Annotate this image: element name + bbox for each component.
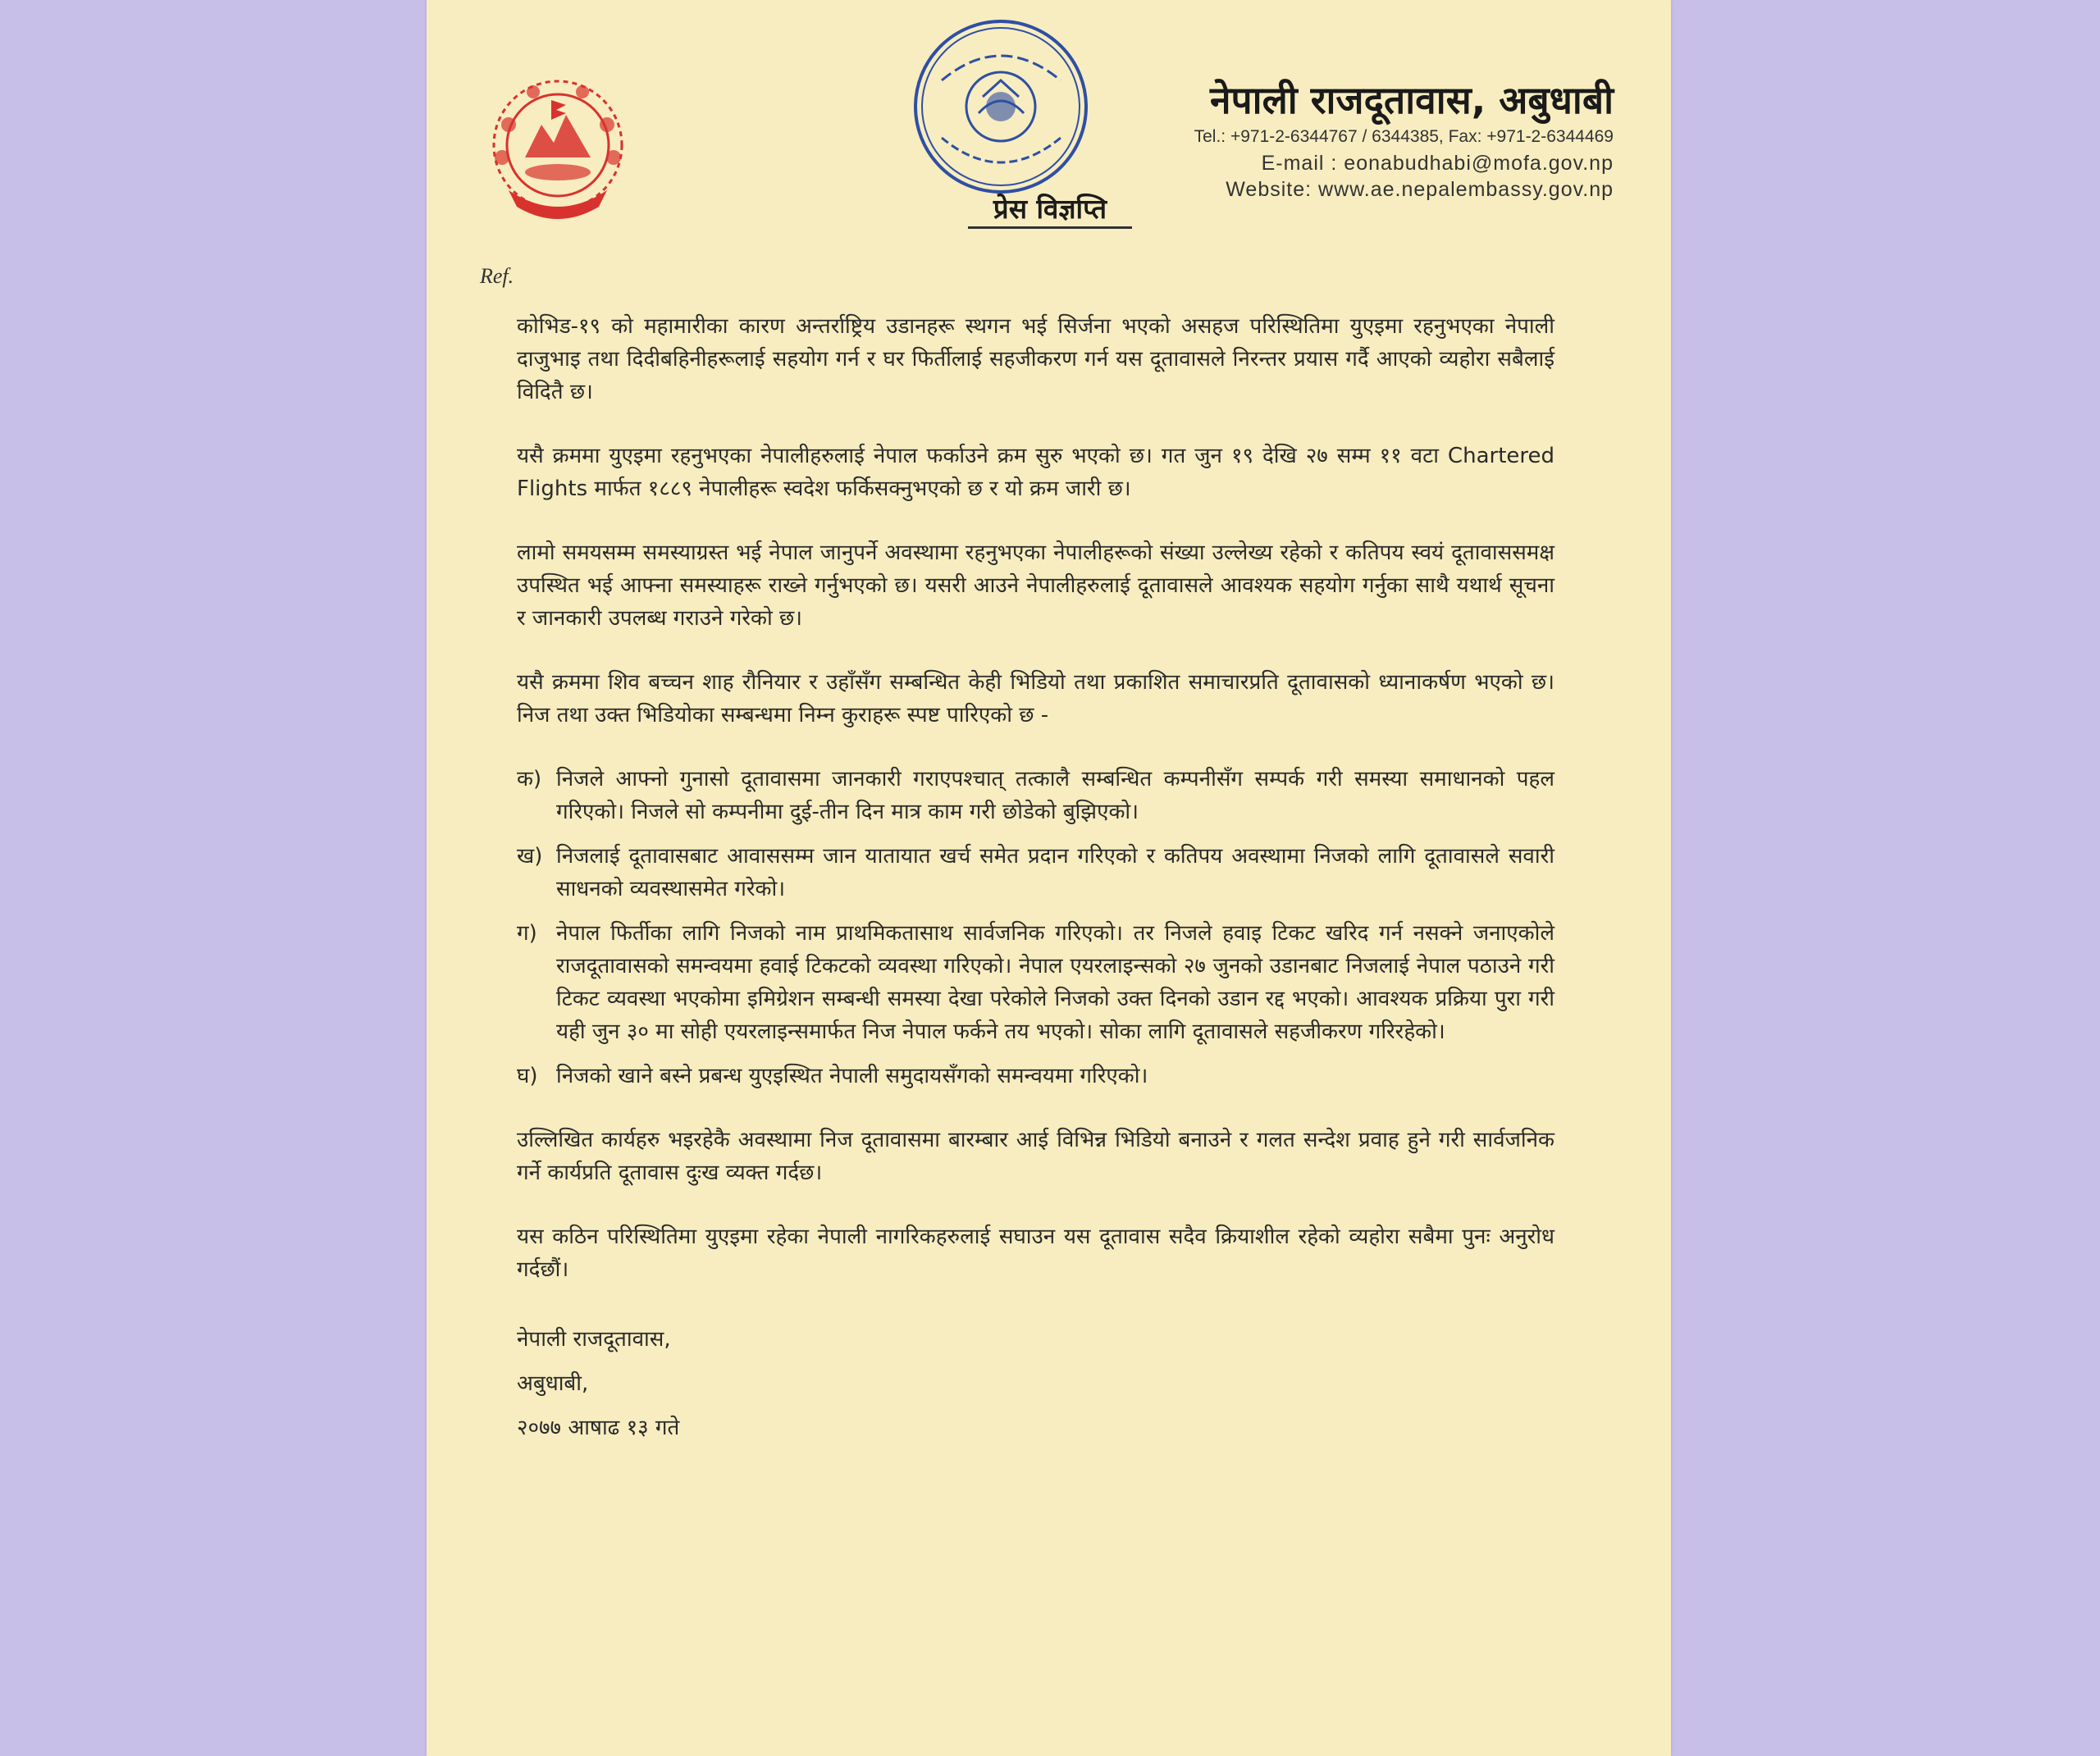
telephone-fax-line: Tel.: +971-2-6344767 / 6344385, Fax: +971-2-6344469 [1194, 127, 1614, 146]
signature-embassy: नेपाली राजदूतावास, [517, 1327, 671, 1352]
paragraph: लामो समयसम्म समस्याग्रस्त भई नेपाल जानुपर्ने अवस्थामा रहनुभएका नेपालीहरूको संख्या उल्लेख्य रहेको र कतिपय स्वयं दूतावाससमक्ष उपस्थित भई आफ्ना समस्याहरू राख्ने गर्नुभएको छ। यसरी आउने नेपालीहरुलाई दूतावासले आवश्यक सहयोग गर्नुका साथै यथार्थ सूचना र जानकारी उपलब्ध गराउने गरेको छ। [517, 540, 1554, 631]
ref-label: Ref. [480, 264, 514, 288]
paragraph: यसै क्रममा युएइमा रहनुभएका नेपालीहरुलाई नेपाल फर्काउने क्रम सुरु भएको छ। गत जुन १९ देखि २७ सम्म ११ वटा Chartered Flights मार्फत १८८९ नेपालीहरू स्वदेश फर्किसक्नुभएको छ र यो क्रम जारी छ। [517, 444, 1554, 501]
list-item-text: निजले आफ्नो गुनासो दूतावासमा जानकारी गराएपश्चात् तत्कालै सम्बन्धित कम्पनीसँग सम्पर्क गरी समस्या समाधानको पहल गरिएको। निजले सो कम्पनीमा दुई-तीन दिन मात्र काम गरी छोडेको बुझिएको। [556, 767, 1554, 824]
list-item [517, 917, 1554, 1048]
signature-city: अबुधाबी, [517, 1371, 589, 1396]
list-item-key: ख) [517, 844, 543, 869]
list-item-text: निजलाई दूतावासबाट आवाससम्म जान यातायात खर्च समेत प्रदान गरिएको र कतिपय अवस्थामा निजको लागि दूतावासले सवारी साधनको व्यवस्थासमेत गरेको। [556, 844, 1554, 901]
nepal-coat-of-arms-icon [476, 67, 640, 231]
letter-body [517, 310, 1554, 1450]
embassy-title: नेपाली राजदूतावास, अबुधाबी [1210, 78, 1614, 122]
embassy-seal-icon [909, 15, 1093, 199]
list-item [517, 1060, 1554, 1092]
signature-date: २०७७ आषाढ १३ गते [517, 1416, 680, 1440]
list-item-text: नेपाल फिर्तीका लागि निजको नाम प्राथमिकतासाथ सार्वजनिक गरिएको। तर निजले हवाइ टिकट खरिद गर्न नसक्ने जनाएकोले राजदूतावासको समन्वयमा हवाई टिकटको व्यवस्था गरिएको। नेपाल एयरलाइन्सको २७ जुनको उडानबाट निजलाई नेपाल पठाउने गरी टिकट व्यवस्था भएकोमा इमिग्रेशन सम्बन्धी समस्या देखा परेकोले निजको उक्त दिनको उडान रद्द भएको। आवश्यक प्रक्रिया पुरा गरी यही जुन ३० मा सोही एयरलाइन्समार्फत निज नेपाल फर्कने तय भएको। सोका लागि दूतावासले सहजीकरण गरिरहेको। [556, 921, 1554, 1044]
closing-paragraph: उल्लिखित कार्यहरु भइरहेकै अवस्थामा निज दूतावासमा बारम्बार आई विभिन्न भिडियो बनाउने र गलत सन्देश प्रवाह हुने गरी सार्वजनिक गर्ने कार्यप्रति दूतावास दुःख व्यक्त गर्दछ। [517, 1128, 1554, 1185]
list-item-key: क) [517, 767, 542, 791]
list-item-key: ग) [517, 921, 537, 946]
closing-paragraph: यस कठिन परिस्थितिमा युएइमा रहेका नेपाली नागरिकहरुलाई सघाउन यस दूतावास सदैव क्रियाशील रहेको व्यहोरा सबैमा पुनः अनुरोध गर्दछौं। [517, 1225, 1554, 1282]
list-item [517, 840, 1554, 905]
press-release-caption: प्रेस विज्ञप्ति [968, 192, 1132, 229]
list-item [517, 763, 1554, 828]
list-item-text: निजको खाने बस्ने प्रबन्ध युएइस्थित नेपाली समुदायसँगको समन्वयमा गरिएको। [556, 1064, 1148, 1088]
paragraph: कोभिड-१९ को महामारीका कारण अन्तर्राष्ट्रिय उडानहरू स्थगन भई सिर्जना भएको असहज परिस्थितिमा युएइमा रहनुभएका नेपाली दाजुभाइ तथा दिदीबहिनीहरूलाई सहयोग गर्न र घर फिर्तीलाई सहजीकरण गर्न यस दूतावासले निरन्तर प्रयास गर्दै आएको व्यहोरा सबैलाई विदितै छ। [517, 314, 1554, 404]
paragraph: यसै क्रममा शिव बच्चन शाह रौनियार र उहाँसँग सम्बन्धित केही भिडियो तथा प्रकाशित समाचारप्रति दूतावासको ध्यानाकर्षण भएको छ। निज तथा उक्त भिडियोका सम्बन्धमा निम्न कुराहरू स्पष्ट पारिएको छ - [517, 670, 1554, 727]
email-line: E-mail : eonabudhabi@mofa.gov.np [1261, 152, 1614, 175]
website-line: Website: www.ae.nepalembassy.gov.np [1226, 178, 1614, 201]
signature-block [517, 1317, 1554, 1450]
clarification-list [517, 763, 1554, 1092]
press-release-page [427, 0, 1671, 1756]
list-item-key: घ) [517, 1064, 538, 1088]
